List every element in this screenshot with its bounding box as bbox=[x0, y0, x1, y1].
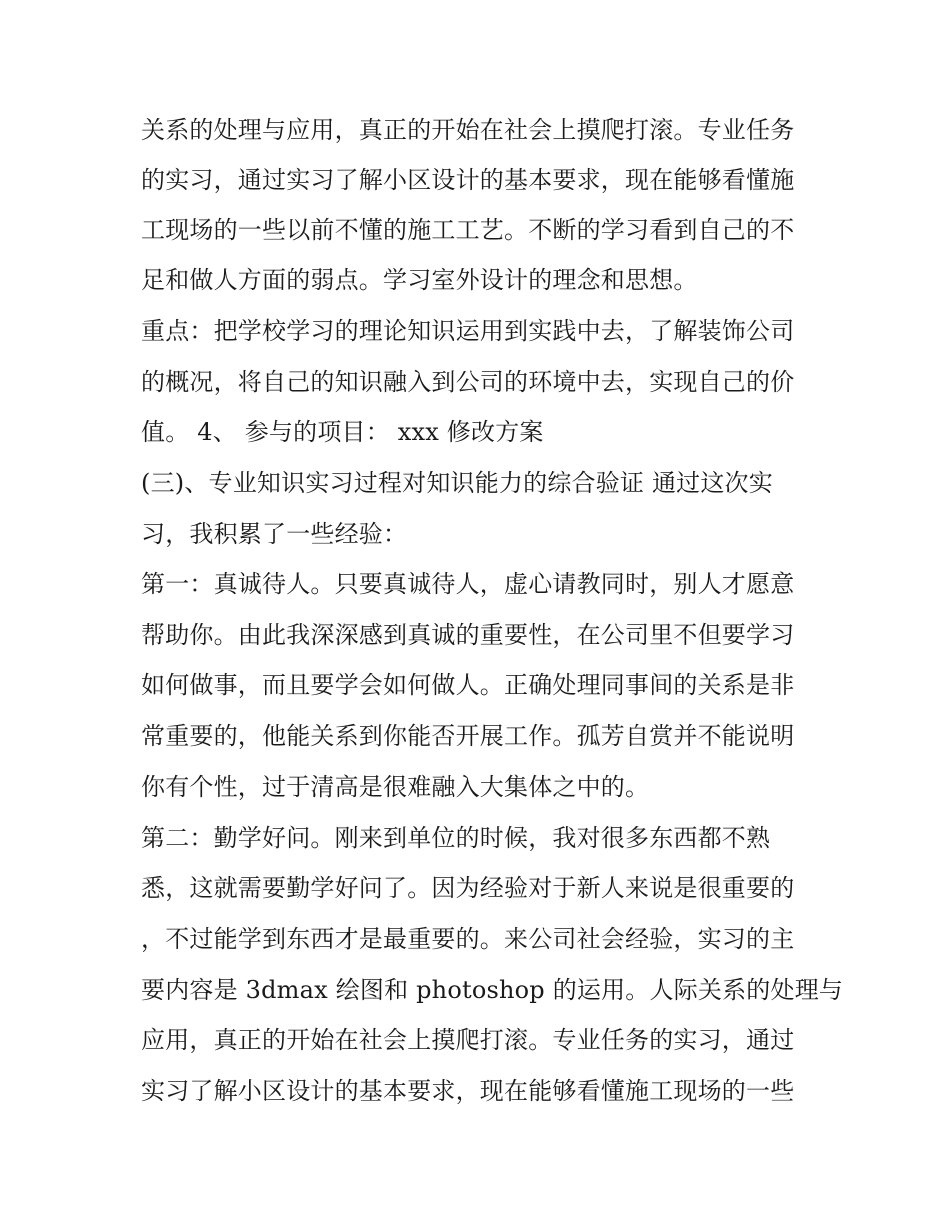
text-line: 悉，这就需要勤学好问了。因为经验对于新人来说是很重要的 bbox=[141, 874, 795, 902]
text-line: 的实习，通过实习了解小区设计的基本要求，现在能够看懂施 bbox=[141, 166, 795, 194]
text-line: 值。 4、 参与的项目： xxx 修改方案 bbox=[141, 418, 544, 446]
text-line: 重点：把学校学习的理论知识运用到实践中去，了解装饰公司 bbox=[141, 317, 795, 345]
text-line: 要内容是 3dmax 绘图和 photoshop 的运用。人际关系的处理与 bbox=[141, 976, 844, 1004]
text-line: 帮助你。由此我深深感到真诚的重要性，在公司里不但要学习 bbox=[141, 621, 795, 649]
text-line: 第一：真诚待人。只要真诚待人，虚心请教同时，别人才愿意 bbox=[141, 570, 795, 598]
text-line: 如何做事，而且要学会如何做人。正确处理同事间的关系是非 bbox=[141, 671, 795, 699]
text-line: 你有个性，过于清高是很难融入大集体之中的。 bbox=[141, 773, 650, 801]
text-line: 应用，真正的开始在社会上摸爬打滚。专业任务的实习，通过 bbox=[141, 1026, 795, 1054]
text-line: 关系的处理与应用，真正的开始在社会上摸爬打滚。专业任务 bbox=[141, 116, 795, 144]
text-line: 足和做人方面的弱点。学习室外设计的理念和思想。 bbox=[141, 266, 698, 294]
text-line: 习，我积累了一些经验： bbox=[141, 520, 408, 548]
text-line: 常重要的，他能关系到你能否开展工作。孤芳自赏并不能说明 bbox=[141, 722, 795, 750]
text-line: 工现场的一些以前不懂的施工工艺。不断的学习看到自己的不 bbox=[141, 216, 795, 244]
text-line: ，不过能学到东西才是最重要的。来公司社会经验，实习的主 bbox=[141, 925, 795, 953]
text-line: 的概况，将自己的知识融入到公司的环境中去，实现自己的价 bbox=[141, 368, 795, 396]
text-line: 第二：勤学好问。刚来到单位的时候，我对很多东西都不熟 bbox=[141, 824, 771, 852]
text-line: (三)、专业知识实习过程对知识能力的综合验证 通过这次实 bbox=[141, 469, 773, 497]
text-line: 实习了解小区设计的基本要求，现在能够看懂施工现场的一些 bbox=[141, 1077, 795, 1105]
